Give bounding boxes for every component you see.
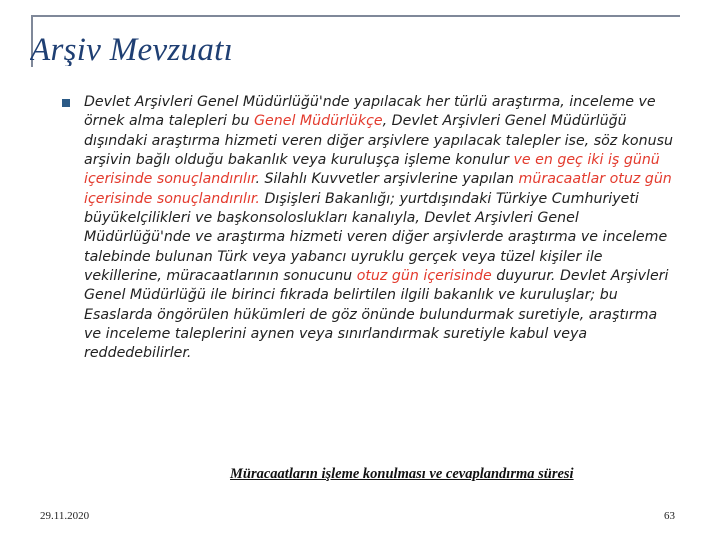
highlighted-phrase: ve en geç iki iş günü içerisinde sonuçlandırılır: [84, 152, 660, 188]
body-text-run: Dışişleri Bakanlığı; yurtdışındaki Türkiye Cumhuriyeti büyükelçilikleri ve başkonsoloslukları kanalıyla, Devlet Arşivleri Genel Müdürlüğü'nde ve araştırma hizmeti veren diğer arşivlerde araştırma ve inceleme talebinde bulunan Türk veya yabancı uyruklu gerçek veya tüzel kişiler ile vekillerine, müracaatlarının sonucunu: [84, 190, 668, 285]
page-number: 63: [664, 510, 675, 522]
slide-caption: Müracaatların işleme konulması ve cevaplandırma süresi: [230, 466, 574, 482]
highlighted-phrase: otuz gün içerisinde: [356, 268, 492, 285]
body-text-run: Devlet Arşivleri Genel Müdürlüğü'nde yapılacak her türlü araştırma, inceleme ve örnek alma talepleri bu: [84, 94, 656, 130]
footer-date: 29.11.2020: [40, 510, 90, 522]
highlighted-phrase: müracaatlar otuz gün içerisinde sonuçlandırılır.: [84, 171, 672, 207]
square-bullet-icon: [62, 99, 70, 107]
body-text-run: . Silahlı Kuvvetler arşivlerine yapılan: [255, 171, 519, 188]
title-frame-top-rule: [31, 15, 680, 17]
slide-title: Arşiv Mevzuatı: [30, 32, 234, 66]
highlighted-phrase: Genel Müdürlükçe: [254, 113, 383, 130]
body-text-run: duyurur. Devlet Arşivleri Genel Müdürlüğü ile birinci fıkrada belirtilen ilgili bakanlık ve kuruluşlar; bu Esaslarda öngörülen hükümleri de göz önünde bulundurmak suretiyle, araştırma ve inceleme taleplerini aynen veya sınırlandırmak suretiyle kabul veya reddedebilirler.: [84, 268, 669, 362]
body-text-run: , Devlet Arşivleri Genel Müdürlüğü dışındaki araştırma hizmeti veren diğer arşivlere yapılacak talepler ise, söz konusu arşivin bağlı olduğu bakanlık veya kuruluşça işleme konulur: [84, 113, 673, 169]
body-paragraph: [84, 93, 674, 364]
